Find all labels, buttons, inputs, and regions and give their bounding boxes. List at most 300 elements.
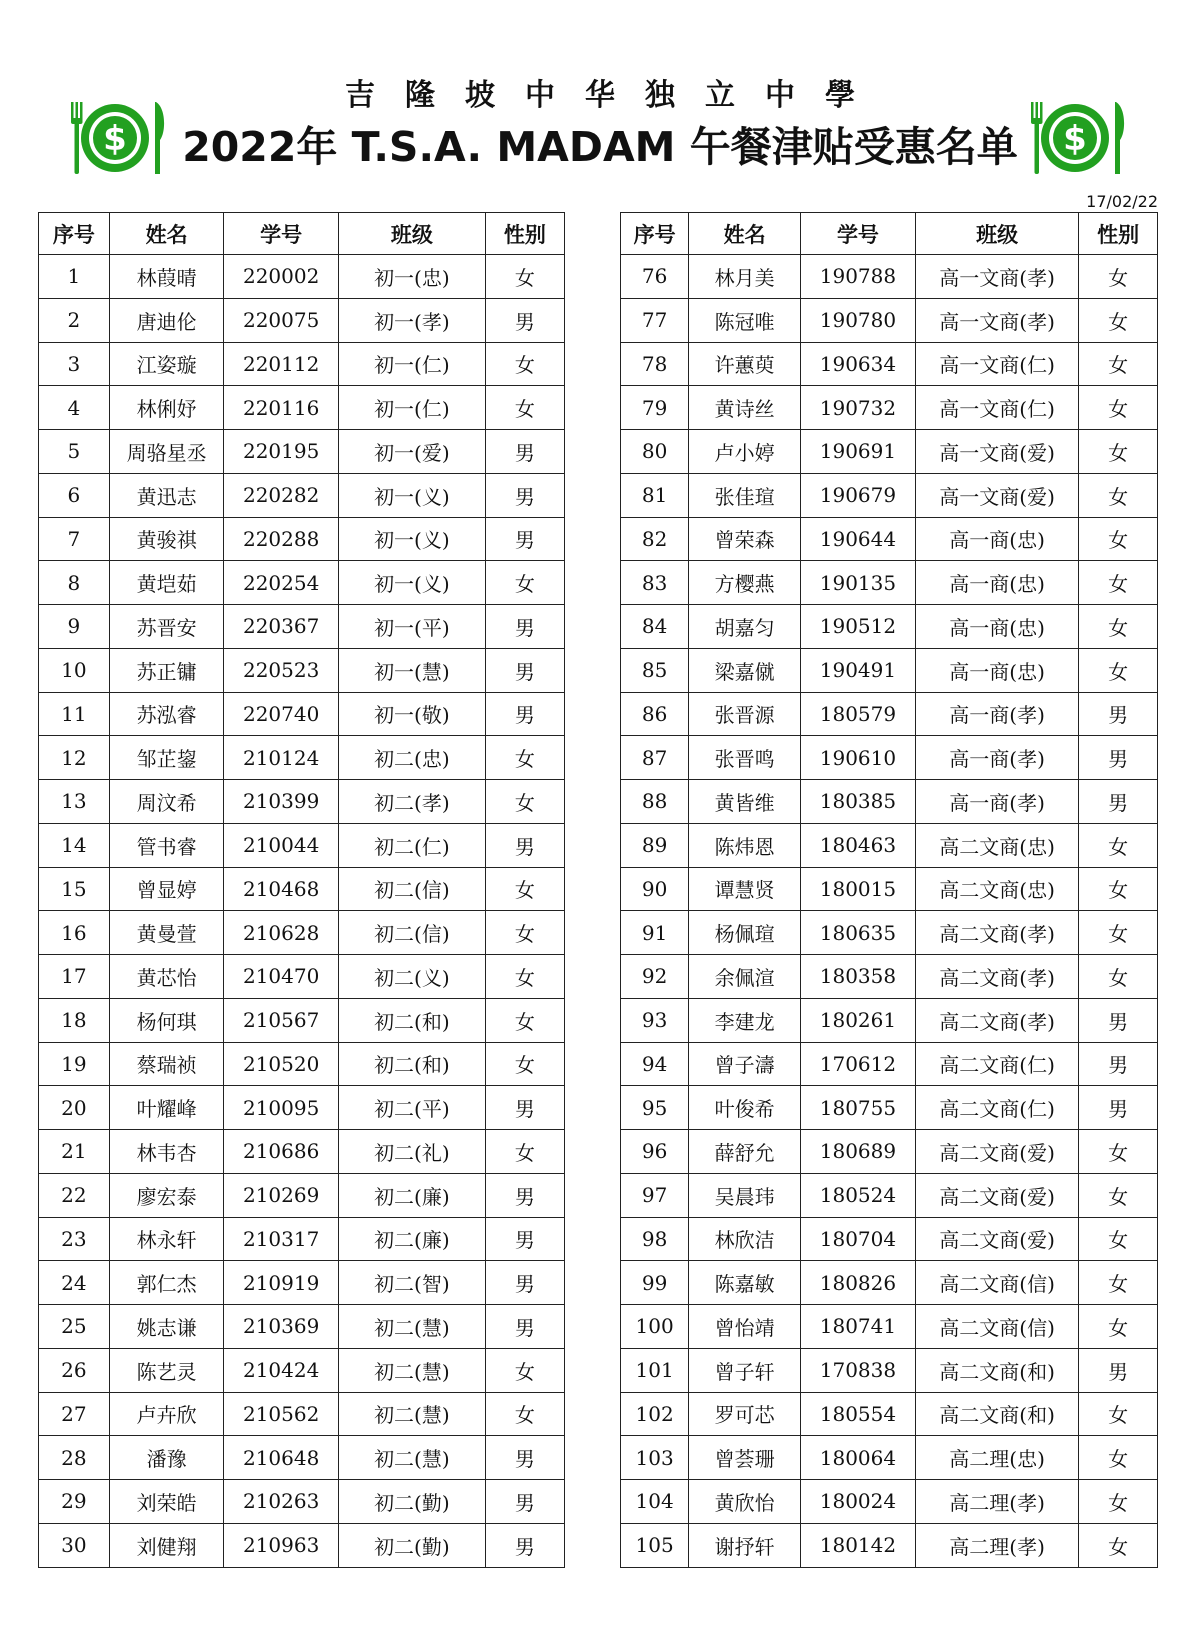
column-header-name: 姓名: [689, 213, 801, 255]
cell-index: 15: [39, 867, 110, 911]
cell-index: 85: [621, 648, 689, 692]
cell-class: 高一文商(仁): [915, 342, 1078, 386]
table-row: [621, 1042, 1158, 1086]
table-row: [621, 473, 1158, 517]
cell-student-id: 190610: [801, 736, 916, 780]
svg-text:$: $: [1063, 119, 1087, 159]
cell-class: 高二文商(孝): [915, 998, 1078, 1042]
cell-student-id: 210095: [224, 1086, 339, 1130]
cell-name: 曾怡靖: [689, 1305, 801, 1349]
cell-student-id: 180463: [801, 823, 916, 867]
table-row: [621, 780, 1158, 824]
table-row: [39, 648, 565, 692]
cell-name: 张晋鸣: [689, 736, 801, 780]
cell-index: 88: [621, 780, 689, 824]
cell-class: 高二文商(爱): [915, 1217, 1078, 1261]
cell-class: 初二(慧): [338, 1392, 485, 1436]
cell-gender: 女: [485, 780, 564, 824]
cell-class: 初二(慧): [338, 1305, 485, 1349]
cell-index: 92: [621, 955, 689, 999]
cell-index: 27: [39, 1392, 110, 1436]
table-row: [39, 955, 565, 999]
cell-index: 93: [621, 998, 689, 1042]
table-row: [39, 1436, 565, 1480]
column-header-student-id: 学号: [801, 213, 916, 255]
cell-index: 3: [39, 342, 110, 386]
cell-class: 高一文商(仁): [915, 386, 1078, 430]
cell-class: 初二(忠): [338, 736, 485, 780]
cell-gender: 男: [1079, 998, 1158, 1042]
cell-student-id: 210317: [224, 1217, 339, 1261]
table-row: [39, 255, 565, 299]
cell-gender: 女: [1079, 430, 1158, 474]
cell-student-id: 210369: [224, 1305, 339, 1349]
cell-name: 管书睿: [109, 823, 224, 867]
cell-student-id: 220523: [224, 648, 339, 692]
cell-student-id: 170612: [801, 1042, 916, 1086]
table-row: [621, 298, 1158, 342]
cell-name: 刘荣皓: [109, 1480, 224, 1524]
cell-index: 101: [621, 1348, 689, 1392]
cell-index: 81: [621, 473, 689, 517]
cell-index: 23: [39, 1217, 110, 1261]
table-row: [621, 1392, 1158, 1436]
cell-class: 初一(平): [338, 605, 485, 649]
table-row: [39, 1523, 565, 1567]
cell-index: 103: [621, 1436, 689, 1480]
cell-student-id: 180741: [801, 1305, 916, 1349]
cell-name: 唐迪伦: [109, 298, 224, 342]
cell-index: 10: [39, 648, 110, 692]
school-name: 吉隆坡中华独立中學: [345, 78, 885, 113]
cell-class: 高二文商(信): [915, 1305, 1078, 1349]
cell-class: 初二(智): [338, 1261, 485, 1305]
cell-name: 余佩渲: [689, 955, 801, 999]
cell-student-id: 190780: [801, 298, 916, 342]
cell-index: 6: [39, 473, 110, 517]
cell-index: 90: [621, 867, 689, 911]
cell-index: 4: [39, 386, 110, 430]
table-row: [39, 517, 565, 561]
cell-gender: 男: [1079, 1348, 1158, 1392]
cell-class: 初二(和): [338, 998, 485, 1042]
cell-name: 林韦杏: [109, 1130, 224, 1174]
cell-index: 13: [39, 780, 110, 824]
cell-student-id: 210919: [224, 1261, 339, 1305]
cell-name: 叶俊希: [689, 1086, 801, 1130]
cell-name: 林葭晴: [109, 255, 224, 299]
column-header-gender: 性别: [485, 213, 564, 255]
table-row: [621, 998, 1158, 1042]
cell-name: 曾荣森: [689, 517, 801, 561]
table-row: [39, 1130, 565, 1174]
cell-gender: 女: [1079, 342, 1158, 386]
table-row: [39, 1217, 565, 1261]
cell-index: 26: [39, 1348, 110, 1392]
cell-name: 黄皆维: [689, 780, 801, 824]
cell-gender: 女: [485, 998, 564, 1042]
cell-index: 79: [621, 386, 689, 430]
cell-student-id: 220116: [224, 386, 339, 430]
cell-gender: 女: [1079, 648, 1158, 692]
cell-gender: 女: [1079, 1173, 1158, 1217]
cell-gender: 女: [1079, 955, 1158, 999]
cell-index: 24: [39, 1261, 110, 1305]
cell-class: 高一商(忠): [915, 517, 1078, 561]
table-row: [39, 473, 565, 517]
table-row: [621, 1436, 1158, 1480]
cell-gender: 男: [485, 648, 564, 692]
cell-index: 78: [621, 342, 689, 386]
cell-class: 高二理(孝): [915, 1480, 1078, 1524]
column-header-class: 班级: [338, 213, 485, 255]
cell-name: 梁嘉僦: [689, 648, 801, 692]
cell-name: 卢卉欣: [109, 1392, 224, 1436]
cell-student-id: 180064: [801, 1436, 916, 1480]
cell-class: 初二(仁): [338, 823, 485, 867]
cell-class: 高一商(忠): [915, 561, 1078, 605]
cell-name: 陈嘉敏: [689, 1261, 801, 1305]
lunch-subsidy-logo-icon: [68, 100, 168, 180]
column-header-gender: 性别: [1079, 213, 1158, 255]
cell-class: 初一(忠): [338, 255, 485, 299]
cell-name: 潘豫: [109, 1436, 224, 1480]
table-row: [39, 998, 565, 1042]
cell-gender: 男: [485, 430, 564, 474]
cell-name: 李建龙: [689, 998, 801, 1042]
cell-class: 高一商(忠): [915, 605, 1078, 649]
cell-class: 初二(平): [338, 1086, 485, 1130]
cell-class: 初一(仁): [338, 342, 485, 386]
cell-class: 高二文商(忠): [915, 823, 1078, 867]
cell-name: 陈冠唯: [689, 298, 801, 342]
cell-name: 郭仁杰: [109, 1261, 224, 1305]
table-row: [621, 1086, 1158, 1130]
cell-index: 91: [621, 911, 689, 955]
cell-index: 97: [621, 1173, 689, 1217]
cell-student-id: 210628: [224, 911, 339, 955]
cell-class: 高一商(忠): [915, 648, 1078, 692]
cell-index: 18: [39, 998, 110, 1042]
cell-gender: 女: [485, 736, 564, 780]
recipient-table-right: [620, 212, 1158, 1568]
cell-student-id: 210468: [224, 867, 339, 911]
cell-name: 林永轩: [109, 1217, 224, 1261]
cell-name: 杨何琪: [109, 998, 224, 1042]
cell-class: 初二(和): [338, 1042, 485, 1086]
cell-gender: 男: [485, 1523, 564, 1567]
table-row: [621, 517, 1158, 561]
cell-gender: 女: [485, 1348, 564, 1392]
table-row: [39, 605, 565, 649]
cell-student-id: 210567: [224, 998, 339, 1042]
cell-index: 99: [621, 1261, 689, 1305]
table-row: [39, 736, 565, 780]
cell-student-id: 210124: [224, 736, 339, 780]
cell-student-id: 190732: [801, 386, 916, 430]
cell-gender: 男: [485, 1261, 564, 1305]
cell-index: 104: [621, 1480, 689, 1524]
cell-name: 林欣洁: [689, 1217, 801, 1261]
cell-class: 高二理(忠): [915, 1436, 1078, 1480]
cell-index: 77: [621, 298, 689, 342]
cell-class: 初二(礼): [338, 1130, 485, 1174]
cell-name: 曾子轩: [689, 1348, 801, 1392]
cell-student-id: 210269: [224, 1173, 339, 1217]
cell-gender: 女: [1079, 1261, 1158, 1305]
cell-index: 89: [621, 823, 689, 867]
title-row: [0, 100, 1200, 180]
table-row: [39, 1392, 565, 1436]
cell-index: 86: [621, 692, 689, 736]
cell-class: 高一商(孝): [915, 692, 1078, 736]
table-row: [621, 1480, 1158, 1524]
cell-gender: 女: [485, 561, 564, 605]
cell-name: 林俐妤: [109, 386, 224, 430]
table-row: [621, 736, 1158, 780]
cell-gender: 女: [485, 1392, 564, 1436]
page-title: 2022年 T.S.A. MADAM 午餐津贴受惠名单: [182, 123, 1018, 171]
cell-index: 80: [621, 430, 689, 474]
cell-student-id: 220288: [224, 517, 339, 561]
cell-gender: 女: [1079, 1130, 1158, 1174]
cell-class: 高二文商(爱): [915, 1173, 1078, 1217]
cell-gender: 男: [485, 1086, 564, 1130]
cell-class: 高二文商(忠): [915, 867, 1078, 911]
cell-gender: 女: [485, 342, 564, 386]
cell-student-id: 220075: [224, 298, 339, 342]
cell-class: 初二(孝): [338, 780, 485, 824]
table-row: [621, 605, 1158, 649]
cell-name: 蔡瑞祯: [109, 1042, 224, 1086]
cell-name: 谢抒轩: [689, 1523, 801, 1567]
cell-class: 初二(勤): [338, 1523, 485, 1567]
cell-student-id: 210686: [224, 1130, 339, 1174]
cell-index: 94: [621, 1042, 689, 1086]
cell-class: 高一商(孝): [915, 736, 1078, 780]
table-row: [39, 298, 565, 342]
cell-student-id: 220002: [224, 255, 339, 299]
cell-name: 黄迅志: [109, 473, 224, 517]
cell-index: 95: [621, 1086, 689, 1130]
cell-class: 高二文商(信): [915, 1261, 1078, 1305]
document-date: 17/02/22: [1086, 192, 1158, 211]
table-row: [621, 955, 1158, 999]
table-row: [621, 561, 1158, 605]
cell-gender: 女: [1079, 867, 1158, 911]
svg-text:$: $: [103, 119, 127, 159]
cell-name: 罗可芯: [689, 1392, 801, 1436]
table-row: [39, 692, 565, 736]
cell-gender: 女: [485, 955, 564, 999]
cell-gender: 男: [1079, 1086, 1158, 1130]
cell-student-id: 220740: [224, 692, 339, 736]
cell-index: 19: [39, 1042, 110, 1086]
column-header-index: 序号: [39, 213, 110, 255]
cell-student-id: 180704: [801, 1217, 916, 1261]
column-header-index: 序号: [621, 213, 689, 255]
cell-student-id: 180385: [801, 780, 916, 824]
table-row: [39, 780, 565, 824]
cell-gender: 男: [485, 1480, 564, 1524]
cell-gender: 女: [485, 1130, 564, 1174]
cell-name: 谭慧贤: [689, 867, 801, 911]
cell-name: 黄欣怡: [689, 1480, 801, 1524]
cell-class: 高二文商(仁): [915, 1042, 1078, 1086]
cell-class: 高一文商(孝): [915, 255, 1078, 299]
cell-class: 初一(义): [338, 561, 485, 605]
cell-student-id: 210399: [224, 780, 339, 824]
cell-student-id: 220367: [224, 605, 339, 649]
cell-student-id: 190691: [801, 430, 916, 474]
cell-class: 高一文商(孝): [915, 298, 1078, 342]
cell-index: 98: [621, 1217, 689, 1261]
cell-student-id: 210562: [224, 1392, 339, 1436]
cell-student-id: 180524: [801, 1173, 916, 1217]
cell-name: 叶耀峰: [109, 1086, 224, 1130]
cell-name: 刘健翔: [109, 1523, 224, 1567]
cell-index: 12: [39, 736, 110, 780]
cell-student-id: 190634: [801, 342, 916, 386]
cell-name: 曾荟珊: [689, 1436, 801, 1480]
table-row: [621, 648, 1158, 692]
cell-name: 苏泓睿: [109, 692, 224, 736]
cell-class: 初一(仁): [338, 386, 485, 430]
cell-gender: 男: [485, 823, 564, 867]
cell-name: 黄曼萱: [109, 911, 224, 955]
cell-name: 张晋源: [689, 692, 801, 736]
cell-class: 高二文商(和): [915, 1392, 1078, 1436]
cell-index: 7: [39, 517, 110, 561]
cell-class: 高一文商(爱): [915, 473, 1078, 517]
cell-index: 83: [621, 561, 689, 605]
cell-gender: 女: [1079, 605, 1158, 649]
cell-gender: 男: [485, 517, 564, 561]
cell-index: 16: [39, 911, 110, 955]
cell-name: 黄垲茹: [109, 561, 224, 605]
table-row: [621, 823, 1158, 867]
cell-gender: 女: [485, 255, 564, 299]
cell-class: 高二文商(孝): [915, 911, 1078, 955]
cell-index: 9: [39, 605, 110, 649]
cell-index: 5: [39, 430, 110, 474]
cell-index: 1: [39, 255, 110, 299]
cell-index: 30: [39, 1523, 110, 1567]
cell-student-id: 220254: [224, 561, 339, 605]
table-row: [39, 430, 565, 474]
cell-index: 14: [39, 823, 110, 867]
cell-student-id: 180261: [801, 998, 916, 1042]
cell-name: 曾子濤: [689, 1042, 801, 1086]
cell-name: 邹芷鋆: [109, 736, 224, 780]
cell-name: 曾显婷: [109, 867, 224, 911]
cell-index: 29: [39, 1480, 110, 1524]
cell-name: 周骆星丞: [109, 430, 224, 474]
cell-class: 初二(勤): [338, 1480, 485, 1524]
cell-index: 105: [621, 1523, 689, 1567]
table-row: [39, 823, 565, 867]
cell-gender: 女: [1079, 823, 1158, 867]
cell-gender: 女: [485, 911, 564, 955]
cell-class: 高二理(孝): [915, 1523, 1078, 1567]
cell-name: 苏晋安: [109, 605, 224, 649]
cell-name: 薛舒允: [689, 1130, 801, 1174]
cell-gender: 男: [1079, 692, 1158, 736]
cell-student-id: 190512: [801, 605, 916, 649]
cell-class: 初二(廉): [338, 1217, 485, 1261]
cell-student-id: 180689: [801, 1130, 916, 1174]
cell-student-id: 190679: [801, 473, 916, 517]
cell-student-id: 180024: [801, 1480, 916, 1524]
cell-index: 2: [39, 298, 110, 342]
cell-class: 高一商(孝): [915, 780, 1078, 824]
cell-gender: 男: [485, 692, 564, 736]
cell-student-id: 180755: [801, 1086, 916, 1130]
cell-gender: 女: [1079, 255, 1158, 299]
cell-class: 初一(爱): [338, 430, 485, 474]
cell-gender: 女: [1079, 911, 1158, 955]
cell-gender: 女: [1079, 1217, 1158, 1261]
cell-name: 杨佩瑄: [689, 911, 801, 955]
cell-name: 许蕙萸: [689, 342, 801, 386]
cell-gender: 女: [1079, 1480, 1158, 1524]
cell-index: 22: [39, 1173, 110, 1217]
table-row: [39, 342, 565, 386]
cell-class: 初二(信): [338, 867, 485, 911]
table-row: [39, 911, 565, 955]
cell-gender: 女: [1079, 517, 1158, 561]
cell-student-id: 180635: [801, 911, 916, 955]
table-row: [621, 1217, 1158, 1261]
table-row: [39, 1261, 565, 1305]
cell-name: 周汶希: [109, 780, 224, 824]
cell-name: 黄芯怡: [109, 955, 224, 999]
column-header-name: 姓名: [109, 213, 224, 255]
cell-index: 20: [39, 1086, 110, 1130]
cell-student-id: 210263: [224, 1480, 339, 1524]
cell-gender: 女: [485, 386, 564, 430]
cell-class: 初一(孝): [338, 298, 485, 342]
cell-gender: 男: [1079, 1042, 1158, 1086]
cell-name: 陈炜恩: [689, 823, 801, 867]
cell-index: 82: [621, 517, 689, 561]
cell-student-id: 210424: [224, 1348, 339, 1392]
table-row: [621, 1261, 1158, 1305]
cell-name: 林月美: [689, 255, 801, 299]
cell-student-id: 180579: [801, 692, 916, 736]
cell-gender: 女: [485, 1042, 564, 1086]
cell-class: 初二(慧): [338, 1348, 485, 1392]
cell-name: 胡嘉匀: [689, 605, 801, 649]
table-row: [39, 1348, 565, 1392]
cell-student-id: 180358: [801, 955, 916, 999]
cell-class: 初一(敬): [338, 692, 485, 736]
cell-student-id: 220195: [224, 430, 339, 474]
cell-index: 21: [39, 1130, 110, 1174]
cell-student-id: 210044: [224, 823, 339, 867]
table-row: [621, 1173, 1158, 1217]
cell-name: 卢小婷: [689, 430, 801, 474]
cell-class: 初一(慧): [338, 648, 485, 692]
cell-student-id: 190135: [801, 561, 916, 605]
cell-index: 102: [621, 1392, 689, 1436]
table-row: [621, 430, 1158, 474]
cell-class: 高二文商(和): [915, 1348, 1078, 1392]
cell-class: 初二(慧): [338, 1436, 485, 1480]
table-row: [621, 255, 1158, 299]
table-row: [621, 692, 1158, 736]
cell-student-id: 220282: [224, 473, 339, 517]
